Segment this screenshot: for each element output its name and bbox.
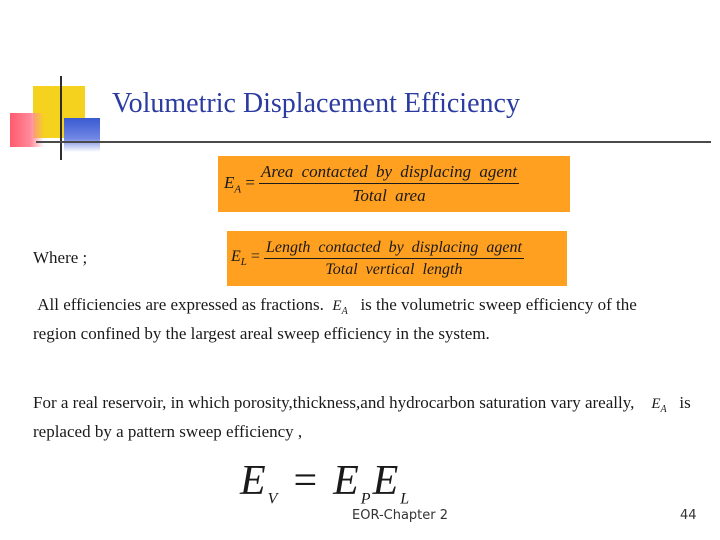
title-divider [36, 141, 711, 143]
logo-blue-square [64, 118, 100, 152]
inline-var-ea: $E_A$ [332, 298, 348, 317]
formula1-fraction [259, 162, 519, 206]
footer-chapter: EOR-Chapter 2 [352, 508, 449, 523]
formula2-fraction [264, 239, 524, 279]
formula1-numerator: Area contacted by displacing agent [259, 162, 519, 184]
where-label: Where ; [33, 248, 88, 267]
inline-var-ea-2: $E_A$ [651, 396, 667, 415]
formula1-denominator: Total area [352, 186, 426, 205]
logo-vertical-line [60, 76, 62, 160]
formula1-lhs: $E_A$ = [224, 172, 255, 196]
slide-title: Volumetric Displacement Efficiency [112, 88, 520, 119]
footer-page-number: 44 [680, 508, 697, 523]
formula-vertical-efficiency [227, 231, 567, 286]
paragraph-efficiencies: All efficiencies are expressed as fractions. $E_A$ is the volumetric sweep efficiency of the region confined by the largest areal sweep efficiency in the system. [33, 295, 637, 343]
formula2-denominator: Total vertical length [325, 260, 463, 278]
formula2-lhs: $E_L$ = [231, 248, 260, 269]
main-equation: $E_V = E_PE_L$ [240, 458, 412, 508]
paragraph-real-reservoir: For a real reservoir, in which porosity,thickness,and hydrocarbon saturation vary areally, $E_A$ is replaced by a pattern sweep efficiency , [33, 393, 691, 441]
formula2-numerator: Length contacted by displacing agent [264, 239, 524, 259]
formula-areal-efficiency [218, 156, 570, 212]
